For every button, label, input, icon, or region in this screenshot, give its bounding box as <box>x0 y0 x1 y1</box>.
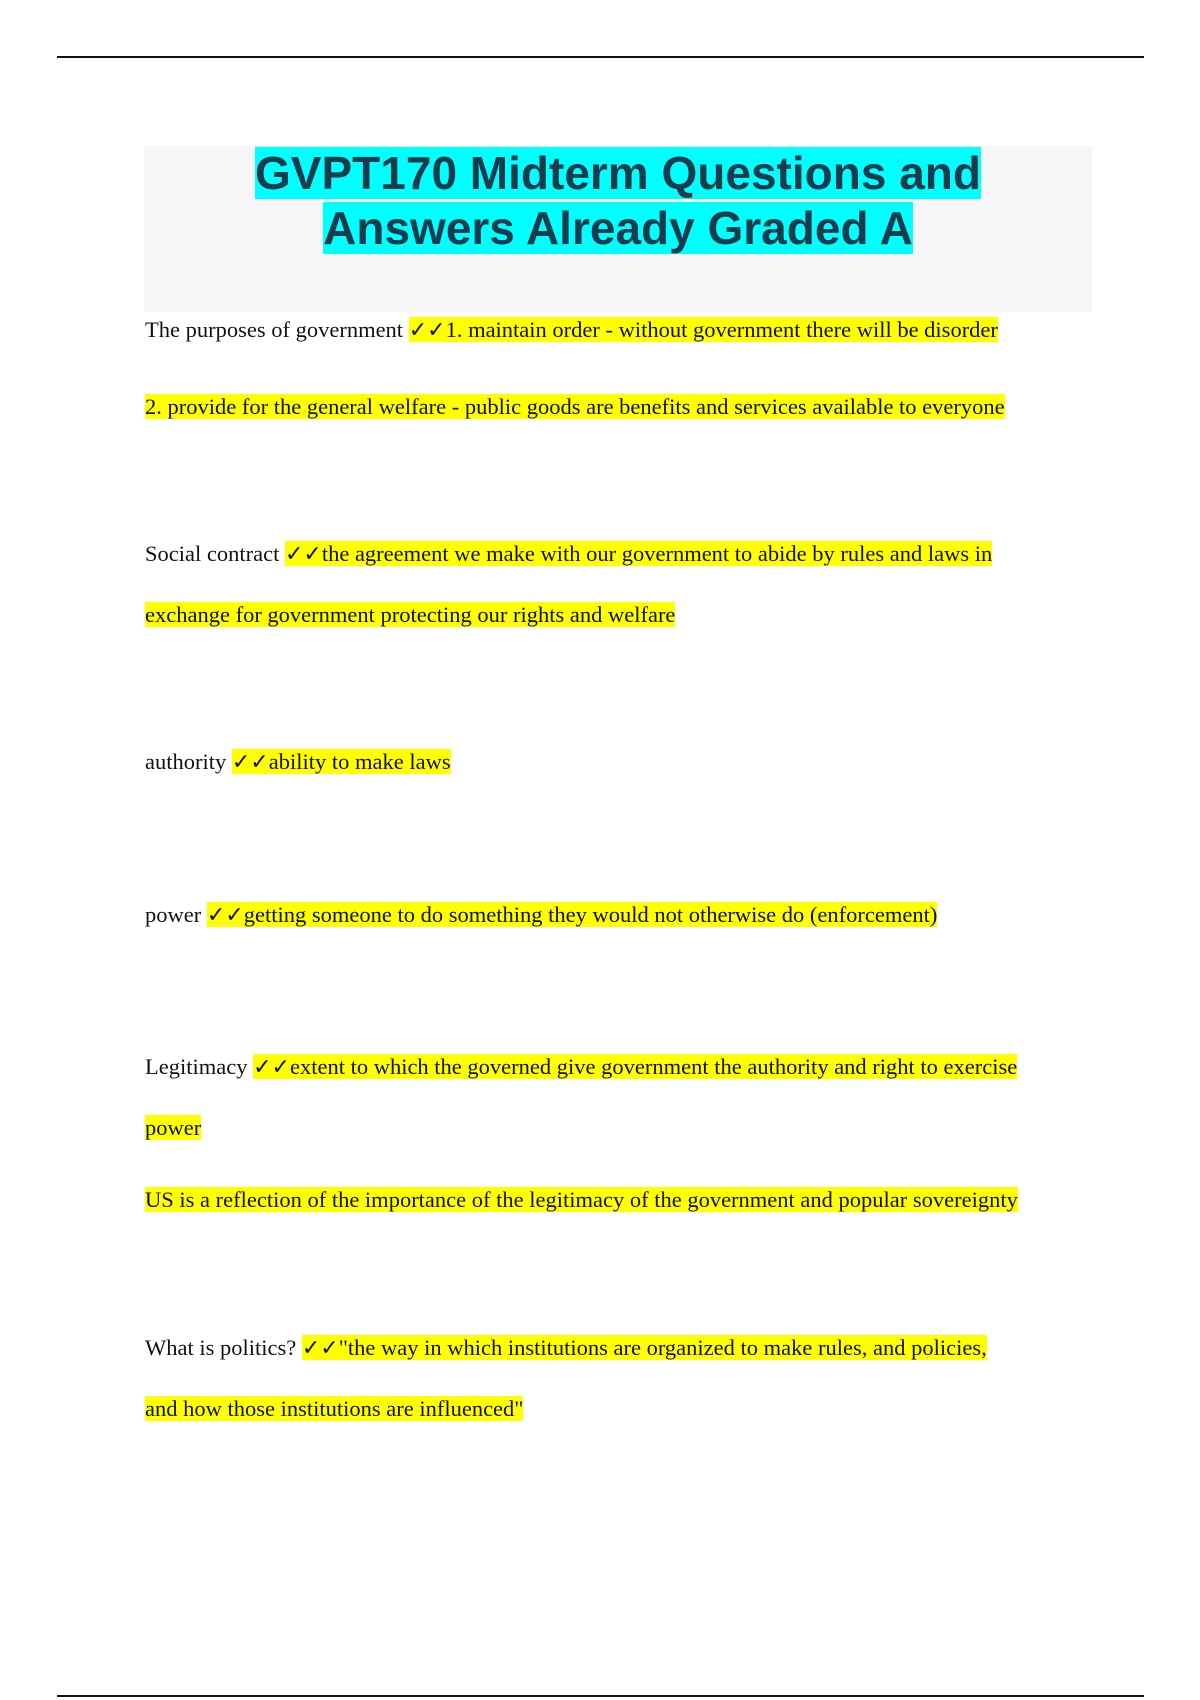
answer-text: 1. maintain order - without government there will be disorder <box>445 317 998 342</box>
qa-item-power <box>145 897 937 934</box>
qa-answer-continuation <box>145 1391 523 1427</box>
qa-item-authority <box>145 744 451 781</box>
bottom-rule <box>57 1695 1144 1697</box>
answer-text: getting someone to do something they would not otherwise do (enforcement) <box>243 902 938 927</box>
term: What is politics? <box>145 1335 297 1360</box>
qa-item-social-contract <box>145 536 992 573</box>
answer-text: extent to which the governed give government the authority and right to exercise <box>289 1054 1018 1079</box>
term: authority <box>145 749 227 774</box>
qa-item-what-is-politics <box>145 1330 987 1367</box>
answer-text: exchange for government protecting our rights and welfare <box>145 602 676 627</box>
answer-text: the agreement we make with our government to abide by rules and laws in <box>321 541 993 566</box>
answer-text: and how those institutions are influenced" <box>145 1396 524 1421</box>
answer-text: 2. provide for the general welfare - public goods are benefits and services available to everyone <box>145 394 1005 419</box>
answer-text: US is a reflection of the importance of the legitimacy of the government and popular sovereignty <box>145 1187 1018 1212</box>
answer-highlight <box>285 541 992 566</box>
term: The purposes of government <box>145 317 404 342</box>
double-check-icon: ✓✓ <box>253 1055 290 1080</box>
double-check-icon: ✓✓ <box>408 318 446 343</box>
double-check-icon: ✓✓ <box>301 1336 339 1361</box>
qa-answer-continuation <box>145 1110 201 1146</box>
answer-text: ability to make laws <box>268 749 451 774</box>
qa-answer-continuation <box>145 389 1005 425</box>
double-check-icon: ✓✓ <box>284 542 322 567</box>
qa-item-legitimacy <box>145 1049 1017 1086</box>
title-line-1: GVPT170 Midterm Questions and <box>255 147 981 199</box>
term: power <box>145 902 202 927</box>
answer-highlight <box>207 902 937 927</box>
top-rule <box>57 56 1144 58</box>
answer-text: "the way in which institutions are organized to make rules, and policies, <box>338 1335 987 1360</box>
document-title <box>144 146 1092 256</box>
double-check-icon: ✓✓ <box>231 750 269 775</box>
answer-highlight <box>232 749 451 774</box>
term: Legitimacy <box>145 1054 248 1079</box>
qa-answer-continuation <box>145 597 675 633</box>
answer-text: power <box>145 1115 202 1140</box>
term: Social contract <box>145 541 280 566</box>
double-check-icon: ✓✓ <box>206 903 244 928</box>
answer-highlight <box>302 1335 987 1360</box>
qa-item-purposes-of-government <box>145 312 998 349</box>
answer-highlight <box>409 317 998 342</box>
title-line-2: Answers Already Graded A <box>323 202 913 254</box>
answer-highlight <box>253 1054 1017 1079</box>
qa-answer-continuation <box>145 1182 1018 1218</box>
